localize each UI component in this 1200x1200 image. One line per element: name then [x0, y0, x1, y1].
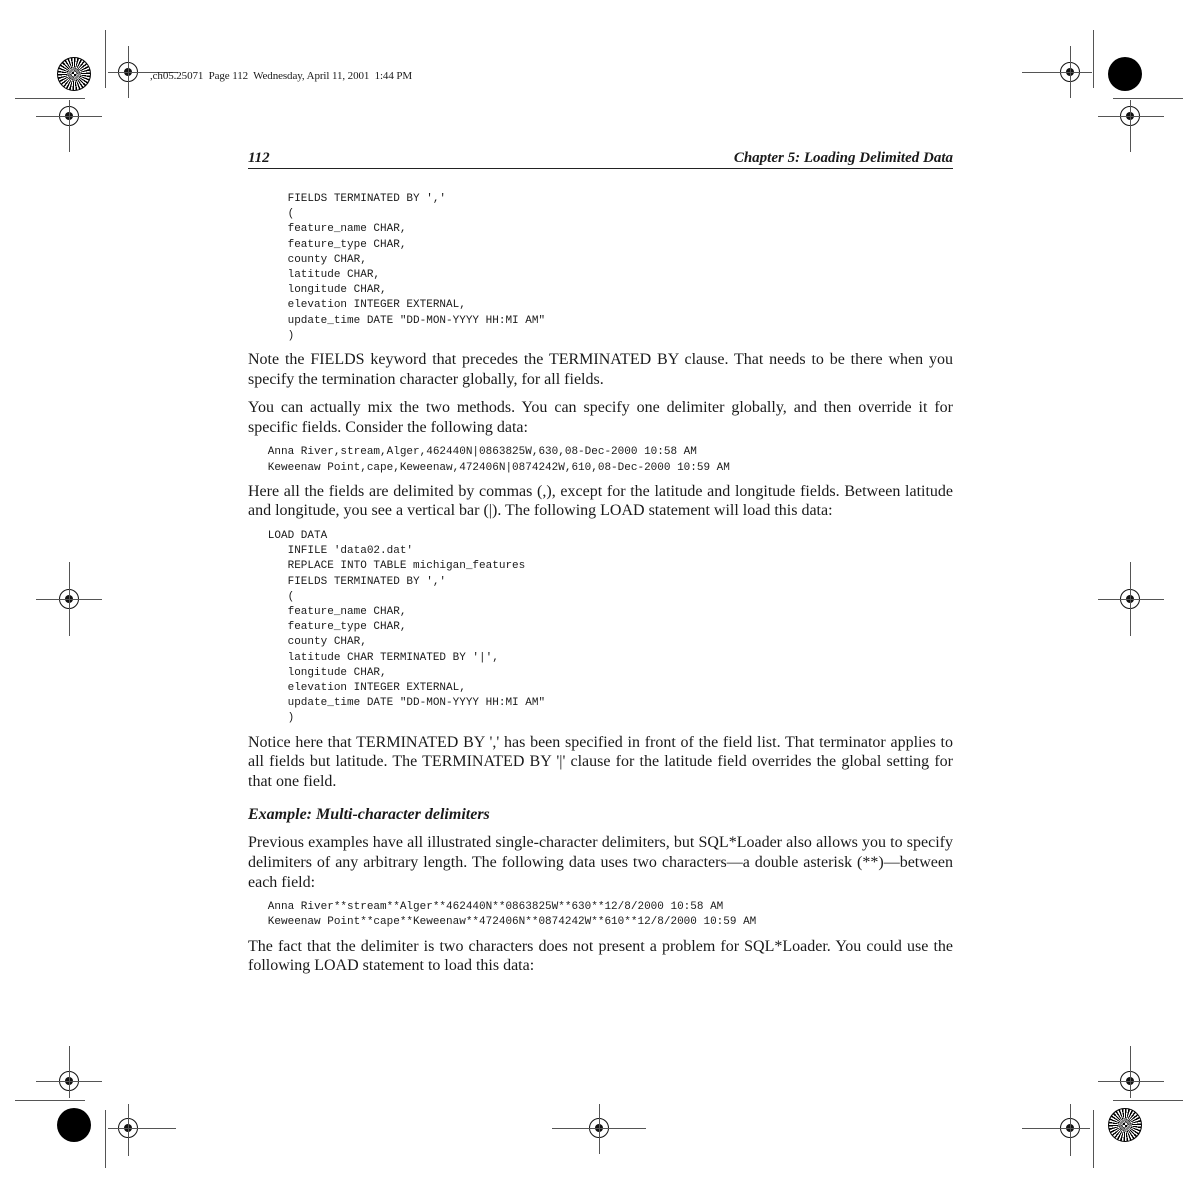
crosshair: [128, 1104, 129, 1156]
crop-line: [105, 1110, 106, 1168]
code-block: Anna River**stream**Alger**462440N**0863825W**630**12/8/2000 10:58 AM Keweenaw Point**cape**Keweenaw**472406N**0874242W**610**12/8/2000 10:59 AM: [267, 901, 757, 929]
page-body: [248, 192, 953, 976]
crosshair: [1098, 1081, 1164, 1082]
registration-star-bottom-right: [1108, 1108, 1142, 1142]
code-block: Anna River,stream,Alger,462440N|0863825W,630,08-Dec-2000 10:58 AM Keweenaw Point,cape,Keweenaw,472406N|0874242W,610,08-Dec-2000 10:59 AM: [267, 446, 730, 474]
crosshair: [1070, 46, 1071, 98]
crosshair: [1022, 72, 1092, 73]
print-slug: ,ch05.25071 Page 112 Wednesday, April 11, 2001 1:44 PM: [150, 70, 413, 82]
page-number: 112: [248, 150, 270, 166]
crop-line: [15, 1100, 85, 1101]
crosshair: [69, 100, 70, 152]
crop-line: [1093, 1110, 1094, 1168]
paragraph: Previous examples have all illustrated single-character delimiters, but SQL*Loader also allows you to specify delimiters of any arbitrary length. The following data uses two characters—a double asterisk (**)—between each field:: [248, 834, 953, 891]
registration-disc-bottom-left: [57, 1108, 91, 1142]
paragraph: The fact that the delimiter is two characters does not present a problem for SQL*Loader. You could use the following LOAD statement to load this data:: [248, 937, 953, 975]
chapter-title: Chapter 5: Loading Delimited Data: [733, 150, 953, 166]
crop-line: [1113, 1100, 1183, 1101]
running-header: [248, 150, 953, 169]
crosshair: [1098, 116, 1164, 117]
paragraph: Note the FIELDS keyword that precedes the TERMINATED BY clause. That needs to be there when you specify the termination character globally, for all fields.: [248, 351, 953, 388]
crop-line: [105, 30, 106, 88]
crop-line: [1093, 30, 1094, 88]
crop-line: [15, 98, 85, 99]
crosshair: [1022, 1128, 1090, 1129]
crosshair: [1130, 562, 1131, 636]
crosshair: [1070, 1104, 1071, 1156]
section-heading: Example: Multi-character delimiters: [248, 806, 490, 824]
registration-disc-top-right: [1108, 57, 1142, 91]
code-block: FIELDS TERMINATED BY ',' ( feature_name CHAR, feature_type CHAR, county CHAR, latitude CHAR, longitude CHAR, elevation INTEGER EXTERNAL, update_time DATE "DD-MON-YYYY HH:MI AM" ): [287, 193, 546, 342]
paragraph: Notice here that TERMINATED BY ',' has been specified in front of the field list. That terminator applies to all fields but latitude. The TERMINATED BY '|' clause for the latitude field overrides the global setting for that one field.: [248, 733, 953, 790]
paragraph: You can actually mix the two methods. You can specify one delimiter globally, and then override it for specific fields. Consider the following data:: [248, 399, 953, 436]
crosshair: [599, 1104, 600, 1154]
crop-line: [1113, 98, 1183, 99]
paragraph: Here all the fields are delimited by commas (,), except for the latitude and longitude fields. Between latitude and longitude, you see a vertical bar (|). The following LOAD statement will load this data:: [248, 482, 953, 520]
crosshair: [108, 1128, 176, 1129]
registration-star-top-left: [57, 57, 91, 91]
crosshair: [1098, 599, 1164, 600]
crosshair: [69, 1046, 70, 1098]
code-block: LOAD DATA INFILE 'data02.dat' REPLACE INTO TABLE michigan_features FIELDS TERMINATED BY ',' ( feature_name CHAR, feature_type CHAR, county CHAR, latitude CHAR TERMINATED BY '|', longitude CHAR, elevation INTEGER EXTERNAL, update_time DATE "DD-MON-YYYY HH:MI AM" ): [267, 530, 546, 725]
crosshair: [1130, 1046, 1131, 1098]
crosshair: [1130, 100, 1131, 152]
crosshair: [69, 562, 70, 636]
crosshair: [128, 46, 129, 98]
